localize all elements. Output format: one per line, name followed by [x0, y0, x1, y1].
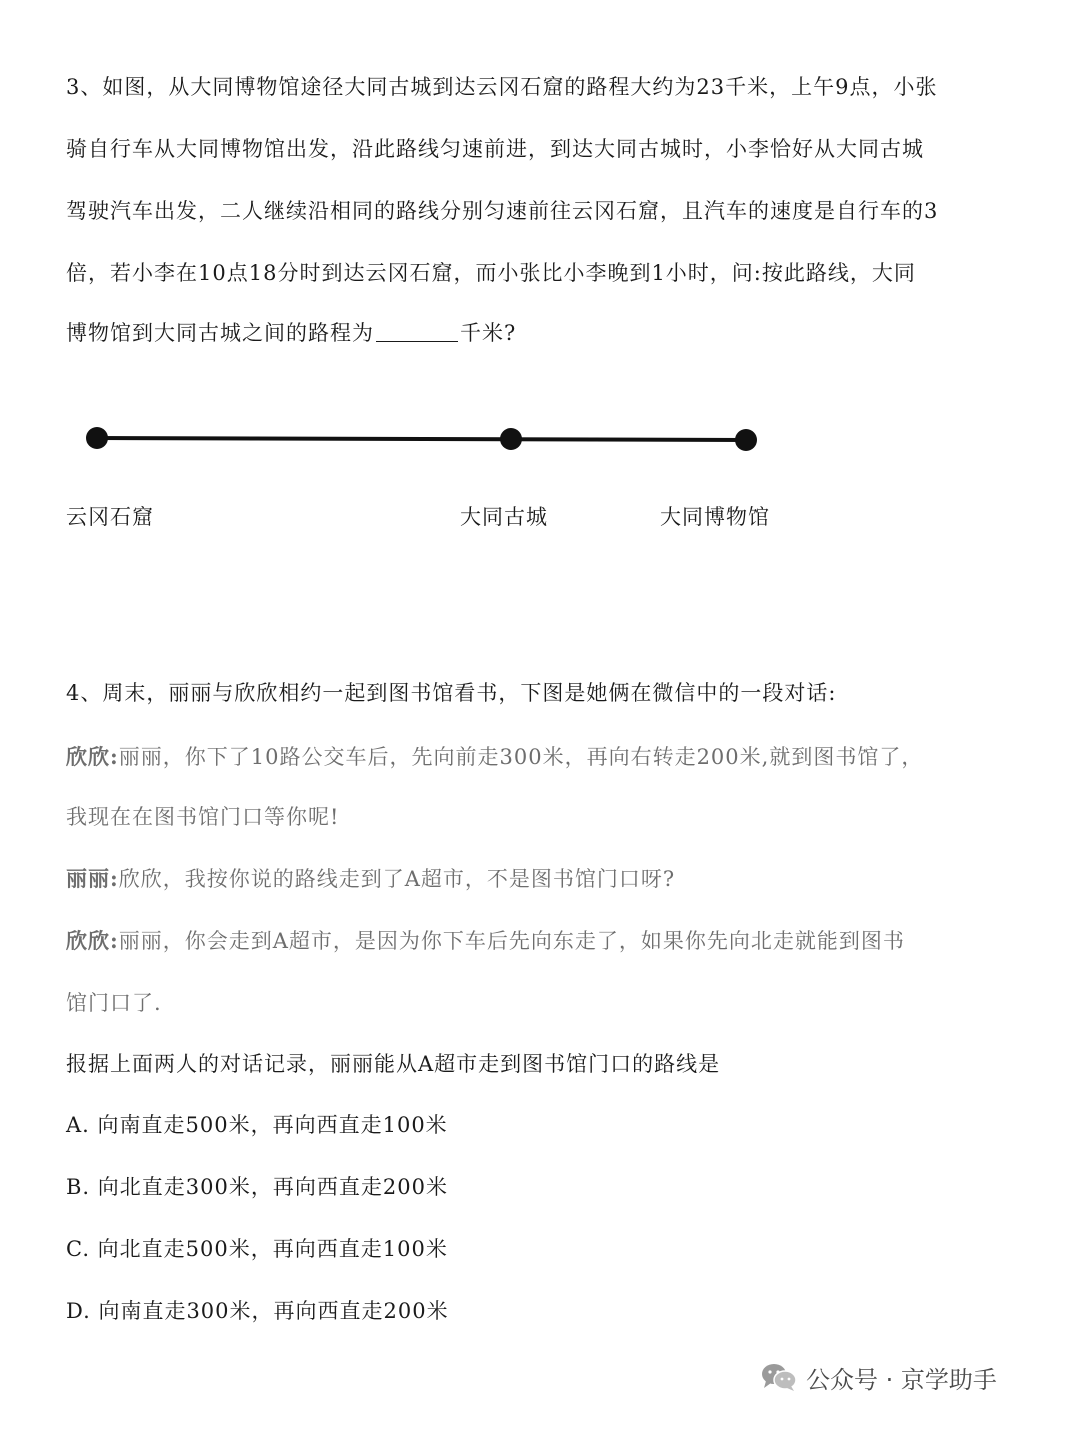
q3-line-5 — [66, 318, 1026, 348]
label-museum: 大同博物馆 — [660, 505, 770, 529]
chat-text: 丽丽，你下了10路公交车后，先向前走300米，再向右转走200米,就到图书馆了， — [118, 745, 924, 769]
chat-message-2 — [66, 864, 1026, 894]
chat-speaker: 欣欣: — [66, 744, 119, 769]
route-line-svg — [0, 400, 1080, 480]
q3-line-1: 3、如图，从大同博物馆途径大同古城到达云冈石窟的路程大约为23千米，上午9点，小张 — [66, 75, 938, 99]
option-c: C. 向北直走500米，再向西直走100米 — [66, 1237, 448, 1261]
option-b: B. 向北直走300米，再向西直走200米 — [66, 1175, 448, 1199]
chat-text: 丽丽，你会走到A超市，是因为你下车后先向东走了，如果你先向北走就能到图书 — [118, 929, 905, 953]
q3-line-2: 骑自行车从大同博物馆出发，沿此路线匀速前进，到达大同古城时，小李恰好从大同古城 — [66, 137, 924, 161]
q3-last-line-suffix: 千米? — [460, 321, 517, 345]
chat-message-3-line-1 — [66, 926, 1026, 956]
answer-blank — [376, 321, 458, 342]
point-museum — [735, 429, 757, 451]
chat-speaker: 丽丽: — [66, 866, 119, 891]
wechat-icon — [760, 1361, 798, 1393]
option-d: D. 向南直走300米，再向西直走200米 — [66, 1299, 449, 1323]
route-diagram — [0, 400, 1080, 560]
point-ancient-city — [500, 428, 522, 450]
chat-text: 欣欣，我按你说的路线走到了A超市，不是图书馆门口呀? — [118, 867, 676, 891]
route-line — [97, 438, 746, 440]
q3-line-4: 倍，若小李在10点18分时到达云冈石窟，而小张比小李晚到1小时，问:按此路线，大同 — [66, 261, 916, 285]
q3-last-line-prefix: 博物馆到大同古城之间的路程为 — [66, 321, 374, 345]
option-a: A. 向南直走500米，再向西直走100米 — [66, 1113, 448, 1137]
watermark-text: 公众号 · 京学助手 — [806, 1365, 997, 1394]
watermark — [760, 1357, 997, 1397]
label-ancient-city: 大同古城 — [460, 505, 548, 529]
point-yungang — [86, 427, 108, 449]
chat-speaker: 欣欣: — [66, 928, 119, 953]
q4-intro: 4、周末，丽丽与欣欣相约一起到图书馆看书，下图是她俩在微信中的一段对话: — [66, 681, 837, 705]
label-yungang: 云冈石窟 — [66, 505, 154, 529]
chat-message-3-line-2: 馆门口了. — [66, 991, 162, 1015]
q4-question: 报据上面两人的对话记录，丽丽能从A超市走到图书馆门口的路线是 — [66, 1052, 721, 1076]
chat-message-1-line-1 — [66, 742, 1026, 772]
chat-message-1-line-2: 我现在在图书馆门口等你呢! — [66, 805, 340, 829]
q3-line-3: 驾驶汽车出发，二人继续沿相同的路线分别匀速前往云冈石窟，且汽车的速度是自行车的3 — [66, 199, 939, 223]
